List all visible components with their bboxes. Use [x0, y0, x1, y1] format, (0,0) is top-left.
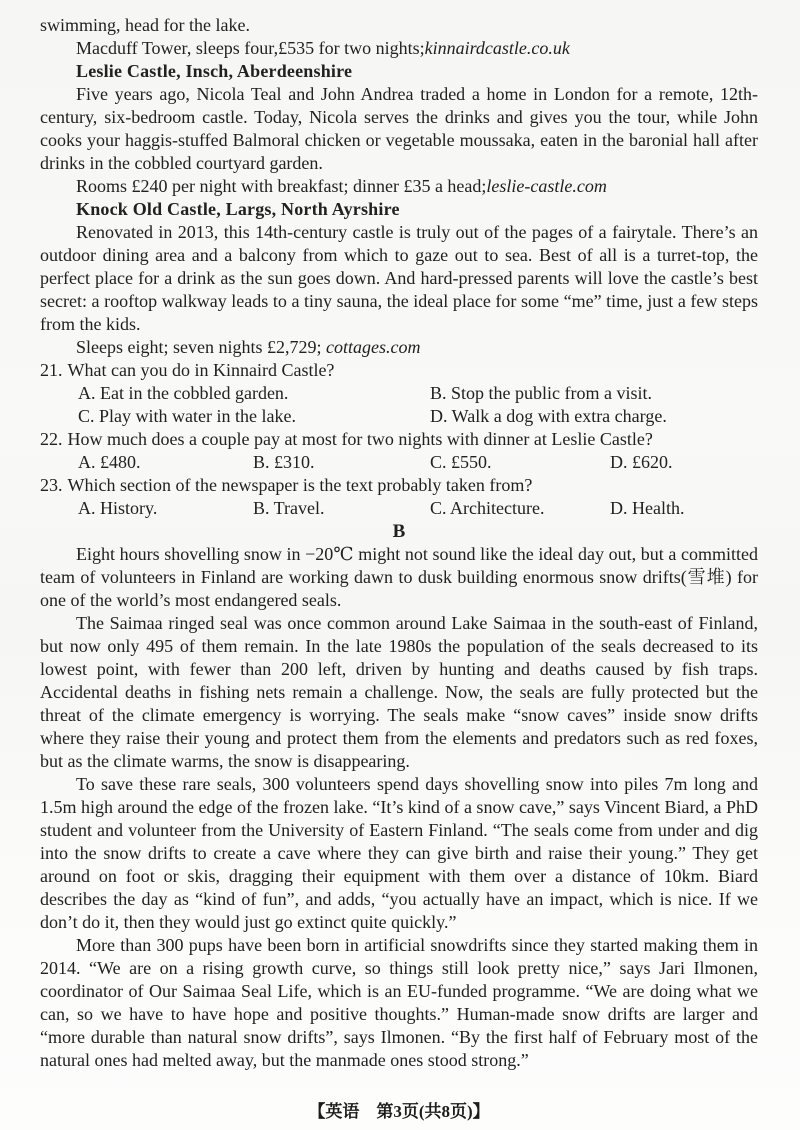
- question-21-option-b: B. Stop the public from a visit.: [430, 383, 652, 403]
- question-21-number: 21.: [40, 360, 63, 380]
- leslie-castle-paragraph: Five years ago, Nicola Teal and John Andrea traded a home in London for a remote, 12th-century, six-bedroom castle. Today, Nicola serves the drinks and gives you the tour, while John cooks your haggis-stuffed Balmoral chicken or vegetable moussaka, eaten in the baronial hall after drinks in the cobbled courtyard garden.: [40, 84, 758, 173]
- question-22-stem: [40, 428, 758, 451]
- passage-b-paragraph-2: The Saimaa ringed seal was once common around Lake Saimaa in the south-east of Finland, but now only 495 of them remain. In the late 1980s the population of the seals decreased to its lowest point, with fewer than 200 left, driven by hunting and deaths caused by fish traps. Accidental deaths in fishing nets remain a challenge. Now, the seals are fully protected but the threat of the climate emergency is worrying. The seals make “snow caves” inside snow drifts where they raise their young and protect them from the elements and predators such as red foxes, but as the climate warms, the snow is disappearing.: [40, 613, 758, 771]
- leslie-castle-url: leslie-castle.com: [486, 176, 607, 196]
- leslie-rates-text: Rooms £240 per night with breakfast; dinner £35 a head;: [76, 176, 487, 196]
- question-22: [40, 428, 758, 474]
- question-22-option-c: C. £550.: [430, 452, 492, 472]
- cottages-url: cottages.com: [325, 337, 421, 357]
- macduff-line: [40, 37, 758, 60]
- section-b-label: B: [392, 521, 406, 542]
- leslie-rates-line: [40, 175, 758, 198]
- passage-a-tail-line: swimming, head for the lake.: [40, 15, 250, 35]
- page-footer: 【英语 第3页(共8页)】: [308, 1102, 490, 1121]
- question-21-options: [40, 382, 758, 428]
- question-23-option-a: A. History.: [78, 498, 158, 518]
- question-22-option-b: B. £310.: [253, 452, 315, 472]
- knock-rates-text: Sleeps eight; seven nights £2,729;: [76, 337, 326, 357]
- question-22-option-d: D. £620.: [610, 452, 673, 472]
- knock-castle-paragraph: Renovated in 2013, this 14th-century castle is truly out of the pages of a fairytale. There’s an outdoor dining area and a balcony from which to gaze out to sea. Best of all is a turret-top, the perfect place for a drink as the sun goes down. And hard-pressed parents will love the castle’s best secret: a rooftop walkway leads to a tiny sauna, the ideal place for some “me” time, just a few steps from the kids.: [40, 222, 758, 334]
- question-21-text: What can you do in Kinnaird Castle?: [67, 360, 335, 380]
- question-23-options: [40, 497, 758, 520]
- question-21-option-c: C. Play with water in the lake.: [78, 406, 296, 426]
- question-22-number: 22.: [40, 429, 63, 449]
- macduff-text: Macduff Tower, sleeps four,£535 for two nights;: [76, 38, 425, 58]
- question-23: [40, 474, 758, 520]
- question-22-option-a: A. £480.: [78, 452, 141, 472]
- macduff-url: kinnairdcastle.co.uk: [424, 38, 570, 58]
- knock-rates-line: [40, 336, 758, 359]
- question-23-number: 23.: [40, 475, 63, 495]
- question-23-option-c: C. Architecture.: [430, 498, 545, 518]
- question-23-stem: [40, 474, 758, 497]
- passage-b-paragraph-3: To save these rare seals, 300 volunteers spend days shovelling snow into piles 7m long and 1.5m high around the edge of the frozen lake. “It’s kind of a snow cave,” says Vincent Biard, a PhD student and volunteer from the University of Eastern Finland. “The seals come from under and dig into the snow drifts to create a cave where they can give birth and raise their young.” They get around on foot or skis, dragging their equipment with them over a distance of 10km. Biard describes the day as “kind of fun”, and adds, “you actually have an impact, which is nice. If we don’t do it, then they would just go extinct quite quickly.”: [40, 774, 758, 932]
- question-23-option-d: D. Health.: [610, 498, 685, 518]
- question-23-text: Which section of the newspaper is the text probably taken from?: [67, 475, 533, 495]
- question-21-option-a: A. Eat in the cobbled garden.: [78, 383, 289, 403]
- question-21-stem: [40, 359, 758, 382]
- question-22-options: [40, 451, 758, 474]
- passage-b-paragraph-4: More than 300 pups have been born in artificial snowdrifts since they started making them in 2014. “We are on a rising growth curve, so things still look pretty nice,” says Jari Ilmonen, coordinator of Our Saimaa Seal Life, which is an EU-funded programme. “We are doing what we can, so we have to have hope and positive thoughts.” Human-made snow drifts are larger and “more durable than natural snow drifts”, says Ilmonen. “By the first half of February most of the natural ones had melted away, but the manmade ones stood strong.”: [40, 935, 758, 1070]
- question-21: [40, 359, 758, 428]
- question-22-text: How much does a couple pay at most for two nights with dinner at Leslie Castle?: [67, 429, 653, 449]
- question-23-option-b: B. Travel.: [253, 498, 325, 518]
- question-21-option-d: D. Walk a dog with extra charge.: [430, 406, 667, 426]
- knock-castle-heading: Knock Old Castle, Largs, North Ayrshire: [76, 199, 400, 219]
- leslie-castle-heading: Leslie Castle, Insch, Aberdeenshire: [76, 61, 353, 81]
- passage-b-paragraph-1: Eight hours shovelling snow in −20℃ might not sound like the ideal day out, but a committed team of volunteers in Finland are working dawn to dusk building enormous snow drifts(雪堆) for one of the world’s most endangered seals.: [40, 544, 758, 610]
